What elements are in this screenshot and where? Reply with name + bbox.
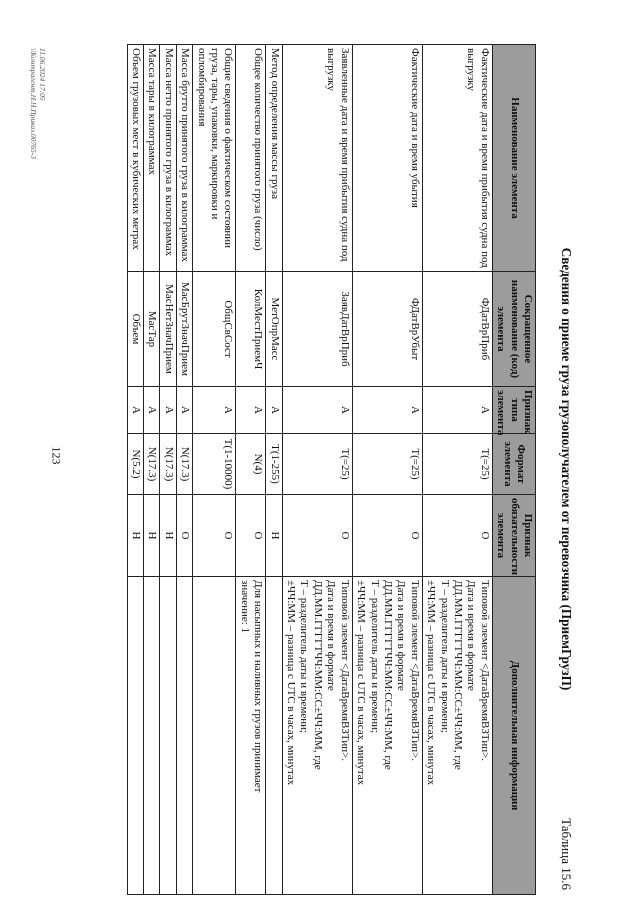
cell-name: Общее количество принятого груза (число): [236, 45, 266, 272]
cell-info: [176, 577, 192, 895]
cell-format: N(17.3): [176, 434, 192, 495]
cell-type: А: [193, 387, 236, 434]
cell-required: О: [352, 495, 422, 577]
cell-required: О: [282, 495, 352, 577]
info-line: ±ЧЧ:ММ – разница с UTC в часах, минутах: [355, 580, 368, 786]
table-header-row: [492, 45, 535, 895]
cell-required: О: [176, 495, 192, 577]
cell-code: ЗаявДатВрПриб: [282, 272, 352, 387]
cell-code: ФДатВрПриб: [422, 272, 492, 387]
cell-format: N(17.3): [160, 434, 176, 495]
cell-name: Фактические дата и время убытия: [352, 45, 422, 272]
info-line: Т – разделитель даты и времени;: [298, 580, 311, 734]
info-line: ДД.ММ.ГГГГТЧЧ:ММ:СС±ЧЧ:ММ, где: [381, 580, 394, 770]
cell-type: А: [266, 387, 282, 434]
table-row: [127, 45, 143, 895]
footer-stamp: [29, 48, 46, 159]
info-line: Типовой элемент <ДатаВремяВЗТип>.: [338, 580, 351, 762]
info-line: Т – разделитель даты и времени;: [438, 580, 451, 734]
header-format: Формат элемента: [492, 434, 535, 495]
cell-info: [266, 577, 282, 895]
table-row: [176, 45, 192, 895]
cell-name: Общие сведения о фактическом состоянии груза, тары, упаковки, маркировки и опломбирования: [193, 45, 236, 272]
header-required: Признак обязательности элемента: [492, 495, 535, 577]
info-line: ДД.ММ.ГГГГТЧЧ:ММ:СС±ЧЧ:ММ, где: [451, 580, 464, 770]
info-line: Типовой элемент <ДатаВремяВЗТип>.: [408, 580, 421, 762]
cell-format: T(=25): [422, 434, 492, 495]
cell-code: МетОпрМасс: [266, 272, 282, 387]
info-line: значение: 1: [238, 580, 251, 634]
cell-info: [160, 577, 176, 895]
info-line: ±ЧЧ:ММ – разница с UTC в часах, минутах: [285, 580, 298, 786]
header-code: Сокращенное наименование (код) элемента: [492, 272, 535, 387]
info-line: ±ЧЧ:ММ – разница с UTC в часах, минутах: [425, 580, 438, 786]
cell-format: N(5.2): [127, 434, 143, 495]
elements-table: [127, 44, 536, 895]
document-title: Сведения о приеме груза грузополучателем от перевозчика (ПриемГрузП): [559, 247, 574, 691]
info-line: ДД.ММ.ГГГГТЧЧ:ММ:СС±ЧЧ:ММ, где: [311, 580, 324, 770]
cell-type: А: [160, 387, 176, 434]
footer-line: \\Контрагент.Н.Н.Приказ.00765-3: [29, 48, 39, 159]
cell-name: Объем грузовых мест в кубических метрах: [127, 45, 143, 272]
cell-code: КолМестПриемЧ: [236, 272, 266, 387]
cell-name: Метод определения массы груза: [266, 45, 282, 272]
cell-code: ФДатВрУбыт: [352, 272, 422, 387]
cell-name: Масса нетто принятого груза в килограммах: [160, 45, 176, 272]
cell-code: МасНетЗначПрием: [160, 272, 176, 387]
info-line: Дата и время в формате: [325, 580, 338, 691]
cell-type: А: [422, 387, 492, 434]
cell-type: А: [282, 387, 352, 434]
cell-name: Фактические дата и время прибытия судна под выгрузку: [422, 45, 492, 272]
cell-format: T(1-255): [266, 434, 282, 495]
table-row: [266, 45, 282, 895]
cell-required: Н: [160, 495, 176, 577]
cell-format: T(=25): [352, 434, 422, 495]
table-row: [236, 45, 266, 895]
cell-info: [144, 577, 160, 895]
cell-required: О: [422, 495, 492, 577]
cell-required: О: [236, 495, 266, 577]
cell-type: А: [352, 387, 422, 434]
cell-info: [127, 577, 143, 895]
cell-name: Заявленные дата и время прибытия судна под выгрузку: [282, 45, 352, 272]
cell-code: Объем: [127, 272, 143, 387]
table-row: [282, 45, 352, 895]
cell-type: А: [127, 387, 143, 434]
header-type: Признак типа элемента: [492, 387, 535, 434]
cell-code: ОбщСвСост: [193, 272, 236, 387]
cell-info: [193, 577, 236, 895]
header-info: Дополнительная информация: [492, 577, 535, 895]
cell-type: А: [236, 387, 266, 434]
rotated-page: [18, 44, 578, 894]
cell-type: А: [144, 387, 160, 434]
cell-format: T(1-10000): [193, 434, 236, 495]
cell-format: N(4): [236, 434, 266, 495]
info-line: Типовой элемент <ДатаВремяВЗТип>.: [478, 580, 491, 762]
cell-code: МасТар: [144, 272, 160, 387]
cell-required: Н: [127, 495, 143, 577]
footer-line: 11.06.2024 17:05: [38, 48, 47, 101]
cell-required: Н: [144, 495, 160, 577]
cell-format: T(=25): [282, 434, 352, 495]
page-number: 123: [49, 446, 64, 465]
cell-info: [352, 577, 422, 895]
cell-code: МасБрутЗначПрием: [176, 272, 192, 387]
cell-info: [422, 577, 492, 895]
table-row: [352, 45, 422, 895]
info-line: Для насыпных и наливных грузов принимает: [252, 580, 265, 793]
table-row: [422, 45, 492, 895]
cell-required: О: [193, 495, 236, 577]
table-row: [160, 45, 176, 895]
info-line: Дата и время в формате: [395, 580, 408, 691]
cell-info: [236, 577, 266, 895]
cell-info: [282, 577, 352, 895]
table-row: [144, 45, 160, 895]
cell-required: Н: [266, 495, 282, 577]
cell-type: А: [176, 387, 192, 434]
cell-name: Масса брутто принятого груза в килограммах: [176, 45, 192, 272]
info-line: Дата и время в формате: [465, 580, 478, 691]
table-body: [127, 45, 492, 895]
cell-format: N(17.3): [144, 434, 160, 495]
table-row: [193, 45, 236, 895]
info-line: Т – разделитель даты и времени;: [368, 580, 381, 734]
header-name: Наименование элемента: [492, 45, 535, 272]
cell-name: Масса тары в килограммах: [144, 45, 160, 272]
table-number: Таблица 15.6: [559, 818, 574, 890]
